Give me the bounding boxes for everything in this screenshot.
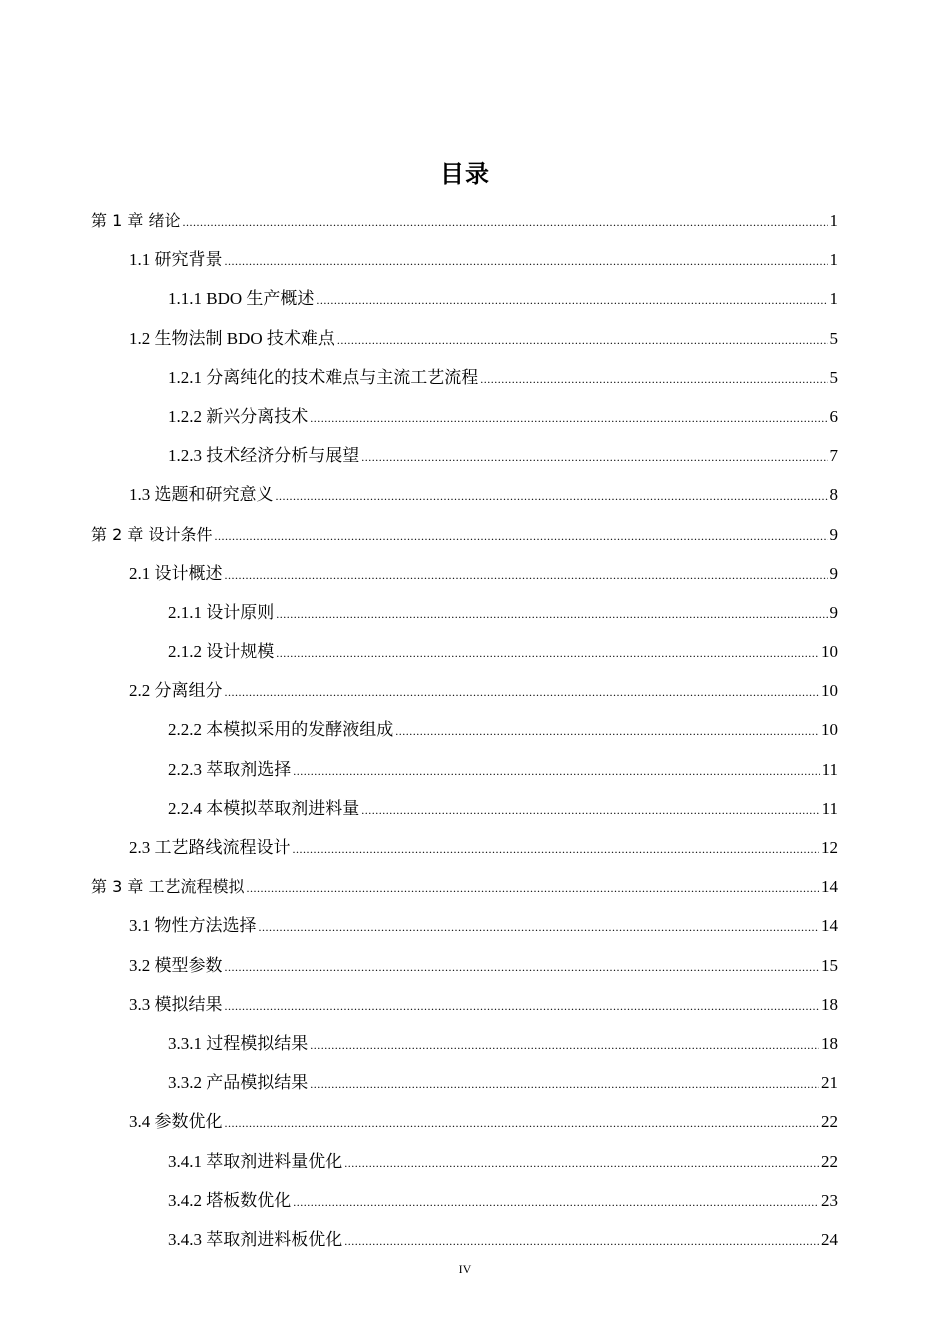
toc-section-entry[interactable] — [0, 319, 950, 358]
toc-entry-label: 2.2.2 本模拟采用的发酵液组成 — [168, 720, 394, 740]
toc-section-entry[interactable] — [0, 1102, 950, 1141]
toc-dot-leader — [361, 447, 827, 467]
toc-dot-leader — [310, 1074, 819, 1094]
toc-dot-leader — [337, 330, 828, 350]
toc-subsection-entry[interactable] — [0, 632, 950, 671]
toc-entry-page-number: 15 — [821, 955, 838, 975]
toc-entry-label: 3.4.3 萃取剂进料板优化 — [168, 1229, 343, 1249]
toc-subsection-entry[interactable] — [0, 1181, 950, 1220]
toc-chapter-entry[interactable] — [0, 515, 950, 554]
toc-subsection-entry[interactable] — [0, 1063, 950, 1102]
toc-entry-row — [168, 289, 838, 309]
toc-entry-row — [129, 250, 838, 270]
toc-entry-row — [91, 211, 838, 231]
toc-entry-page-number: 1 — [829, 289, 838, 309]
toc-dot-leader — [316, 290, 827, 310]
toc-entry-page-number: 10 — [821, 681, 838, 701]
toc-dot-leader — [293, 1192, 819, 1212]
toc-entry-row — [91, 877, 838, 897]
toc-entry-page-number: 22 — [821, 1112, 838, 1132]
toc-entry-label: 3.3.1 过程模拟结果 — [168, 1033, 309, 1053]
toc-entry-label: 2.1.1 设计原则 — [168, 602, 275, 622]
toc-section-entry[interactable] — [0, 671, 950, 710]
toc-entry-row — [168, 446, 838, 466]
toc-entry-row — [129, 485, 838, 505]
toc-entry-page-number: 14 — [821, 916, 838, 936]
toc-entry-label: 2.3 工艺路线流程设计 — [129, 838, 291, 857]
toc-chapter-entry[interactable] — [0, 201, 950, 240]
toc-entry-row — [91, 525, 838, 545]
toc-entry-label: 1.2.2 新兴分离技术 — [168, 406, 309, 426]
toc-entry-page-number: 23 — [821, 1190, 838, 1210]
toc-subsection-entry[interactable] — [0, 358, 950, 397]
toc-entry-row — [168, 1152, 838, 1172]
toc-entry-page-number: 7 — [829, 446, 838, 466]
toc-entry-page-number: 8 — [829, 485, 838, 505]
toc-entry-row — [129, 681, 838, 701]
toc-subsection-entry[interactable] — [0, 279, 950, 318]
toc-entry-page-number: 5 — [829, 367, 838, 387]
toc-subsection-entry[interactable] — [0, 710, 950, 749]
toc-entry-page-number: 12 — [821, 838, 838, 857]
toc-entry-row — [168, 1230, 838, 1250]
toc-entry-label: 3.2 模型参数 — [129, 955, 223, 975]
toc-entry-label: 3.4.1 萃取剂进料量优化 — [168, 1151, 343, 1171]
toc-dot-leader — [225, 996, 820, 1016]
toc-chapter-entry[interactable] — [0, 867, 950, 906]
toc-entry-page-number: 14 — [821, 877, 838, 897]
toc-subsection-entry[interactable] — [0, 593, 950, 632]
toc-subsection-entry[interactable] — [0, 1024, 950, 1063]
toc-entry-row — [168, 799, 838, 819]
toc-entry-page-number: 1 — [829, 250, 838, 270]
footer-page-number: IV — [458, 1262, 472, 1276]
toc-entry-page-number: 18 — [821, 994, 838, 1014]
toc-entry-page-number: 10 — [821, 720, 838, 740]
toc-entry-label: 2.2.3 萃取剂选择 — [168, 759, 292, 779]
toc-subsection-entry[interactable] — [0, 750, 950, 789]
toc-entry-page-number: 10 — [821, 642, 838, 662]
toc-dot-leader — [395, 721, 819, 741]
toc-dot-leader — [276, 643, 819, 663]
toc-dot-leader — [310, 1035, 819, 1055]
toc-entry-label: 3.3.2 产品模拟结果 — [168, 1073, 309, 1093]
toc-entry-row — [168, 1191, 838, 1211]
toc-entry-label: 2.2.4 本模拟萃取剂进料量 — [168, 798, 360, 818]
toc-subsection-entry[interactable] — [0, 1142, 950, 1181]
toc-subsection-entry[interactable] — [0, 436, 950, 475]
toc-entry-label: 1.2 生物法制 BDO 技术难点 — [129, 328, 335, 348]
toc-entry-page-number: 9 — [829, 563, 838, 583]
page-title: 目录 — [440, 160, 490, 188]
toc-entry-label: 3.3 模拟结果 — [129, 994, 223, 1014]
toc-section-entry[interactable] — [0, 946, 950, 985]
toc-entry-row — [129, 564, 838, 584]
toc-dot-leader — [480, 369, 827, 389]
toc-entry-row — [168, 407, 838, 427]
toc-dot-leader — [225, 957, 820, 977]
toc-subsection-entry[interactable] — [0, 1220, 950, 1259]
toc-section-entry[interactable] — [0, 828, 950, 867]
toc-entry-label: 1.1.1 BDO 生产概述 — [168, 289, 315, 309]
toc-dot-leader — [276, 604, 827, 624]
toc-entry-label: 1.3 选题和研究意义 — [129, 485, 274, 505]
toc-entry-row — [129, 329, 838, 349]
toc-dot-leader — [259, 917, 820, 937]
toc-dot-leader — [293, 761, 819, 781]
toc-entry-page-number: 11 — [821, 759, 838, 779]
toc-entry-row — [168, 642, 838, 662]
toc-entry-row — [168, 720, 838, 740]
toc-entry-page-number: 11 — [821, 798, 838, 818]
toc-section-entry[interactable] — [0, 475, 950, 514]
toc-entry-page-number: 1 — [829, 211, 838, 230]
toc-dot-leader — [225, 682, 820, 702]
toc-dot-leader — [225, 251, 828, 271]
toc-entry-label: 第 1 章 绪论 — [91, 211, 181, 230]
toc-dot-leader — [361, 800, 819, 820]
toc-section-entry[interactable] — [0, 906, 950, 945]
toc-entry-label: 1.2.1 分离纯化的技术难点与主流工艺流程 — [168, 367, 479, 387]
toc-entry-label: 3.1 物性方法选择 — [129, 916, 257, 936]
toc-dot-leader — [293, 839, 820, 859]
toc-section-entry[interactable] — [0, 554, 950, 593]
toc-entry-page-number: 6 — [829, 406, 838, 426]
toc-entry-row — [129, 956, 838, 976]
toc-entry-page-number: 21 — [821, 1073, 838, 1093]
toc-dot-leader — [344, 1153, 819, 1173]
toc-section-entry[interactable] — [0, 985, 950, 1024]
toc-entry-label: 1.1 研究背景 — [129, 250, 223, 270]
toc-entry-page-number: 9 — [829, 524, 838, 544]
toc-entry-label: 1.2.3 技术经济分析与展望 — [168, 446, 360, 466]
toc-entry-page-number: 9 — [829, 602, 838, 622]
toc-entry-label: 2.1.2 设计规模 — [168, 642, 275, 662]
toc-dot-leader — [310, 408, 827, 428]
toc-subsection-entry[interactable] — [0, 789, 950, 828]
toc-dot-leader — [214, 526, 827, 546]
toc-entry-row — [129, 1112, 838, 1132]
toc-entry-page-number: 5 — [829, 328, 838, 348]
toc-entry-label: 3.4 参数优化 — [129, 1112, 223, 1132]
toc-entry-row — [168, 760, 838, 780]
toc-entry-row — [168, 603, 838, 623]
toc-dot-leader — [182, 212, 827, 232]
toc-entry-label: 2.1 设计概述 — [129, 563, 223, 583]
toc-dot-leader — [225, 1113, 820, 1133]
toc-entry-label: 第 2 章 设计条件 — [91, 524, 213, 544]
toc-dot-leader — [246, 878, 819, 898]
toc-entry-row — [168, 1034, 838, 1054]
toc-subsection-entry[interactable] — [0, 397, 950, 436]
toc-dot-leader — [344, 1231, 819, 1251]
toc-dot-leader — [276, 486, 828, 506]
toc-entry-page-number: 24 — [821, 1229, 838, 1249]
toc-entry-page-number: 22 — [821, 1151, 838, 1171]
toc-entry-row — [129, 838, 838, 858]
table-of-contents — [0, 201, 950, 1259]
toc-section-entry[interactable] — [0, 240, 950, 279]
toc-entry-page-number: 18 — [821, 1033, 838, 1053]
toc-entry-row — [168, 1073, 838, 1093]
toc-dot-leader — [225, 565, 828, 585]
toc-entry-row — [129, 995, 838, 1015]
toc-entry-label: 2.2 分离组分 — [129, 681, 223, 701]
toc-entry-row — [168, 368, 838, 388]
toc-entry-label: 第 3 章 工艺流程模拟 — [91, 877, 245, 897]
toc-entry-label: 3.4.2 塔板数优化 — [168, 1190, 292, 1210]
toc-entry-row — [129, 916, 838, 936]
